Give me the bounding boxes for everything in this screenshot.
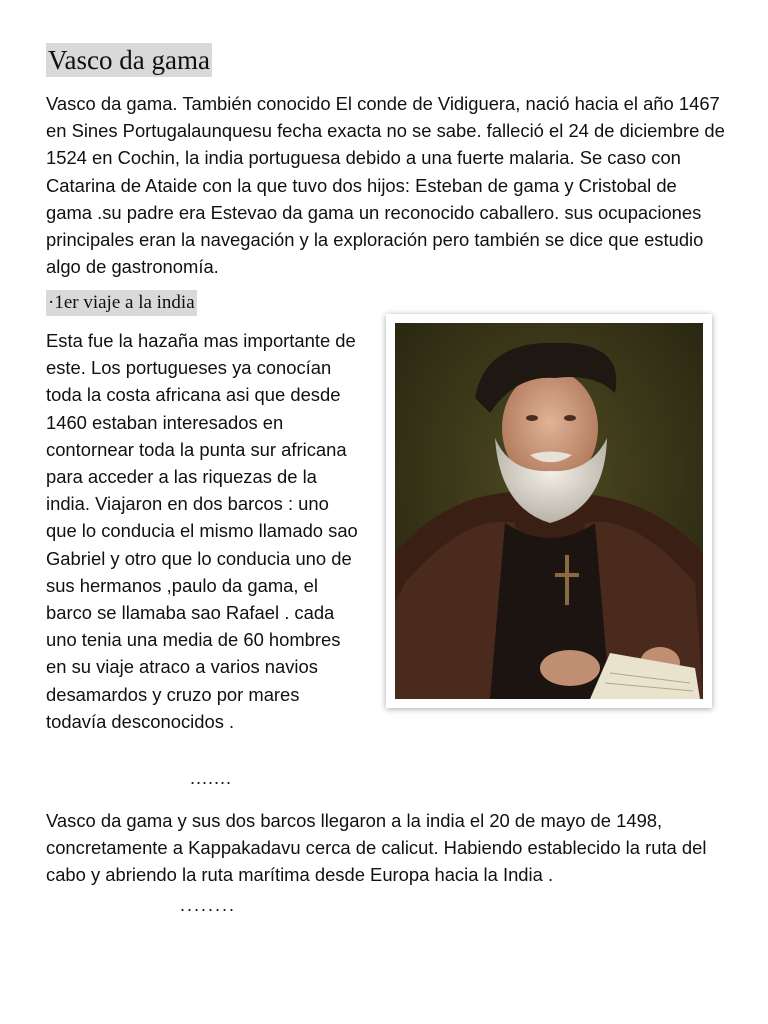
intro-paragraph: Vasco da gama. También conocido El conde de Vidiguera, nació hacia el año 1467 en Sines Portugalaunquesu fecha exacta no se sabe. falleció el 24 de diciembre de 1524 en Cochin, la india portuguesa debido a una fuerte malaria. Se caso con Catarina de Ataide con la que tuvo dos hijos: Esteban de gama y Cristobal de gama .su padre era Estevao da gama un reconocido caballero. sus ocupaciones principales eran la navegación y la exploración pero también se dice que estudio algo de gastronomía. [46,93,725,278]
section-title: ·1er viaje a la india [46,290,197,316]
ellipsis-separator-2: ........ [180,895,237,915]
arrival-paragraph: Vasco da gama y sus dos barcos llegaron a la india el 20 de mayo de 1498, concretamente a Kappakadavu cerca de calicut. Habiendo establecido la ruta del cabo y abriendo la ruta marítima desde Europa hacia la India . [46,810,707,886]
portrait-image [386,314,712,708]
portrait-painting [395,323,703,699]
voyage-paragraph: Esta fue la hazaña mas importante de este. Los portugueses ya conocían toda la costa africana asi que desde 1460 estaban interesados en contornear toda la punta sur africana para acceder a las riquezas de la india. Viajaron en dos barcos : uno que lo conducia el mismo llamado sao Gabriel y otro que lo conducia uno de sus hermanos ,paulo da gama, el barco se llamaba sao Rafael . cada uno tenia una media de 60 hombres en su viaje atraco a varios navios desamardos y cruzo por mares todavía desconocidos . [46,330,358,732]
page-title: Vasco da gama [48,45,210,75]
ellipsis-separator-1: ....... [190,768,233,788]
